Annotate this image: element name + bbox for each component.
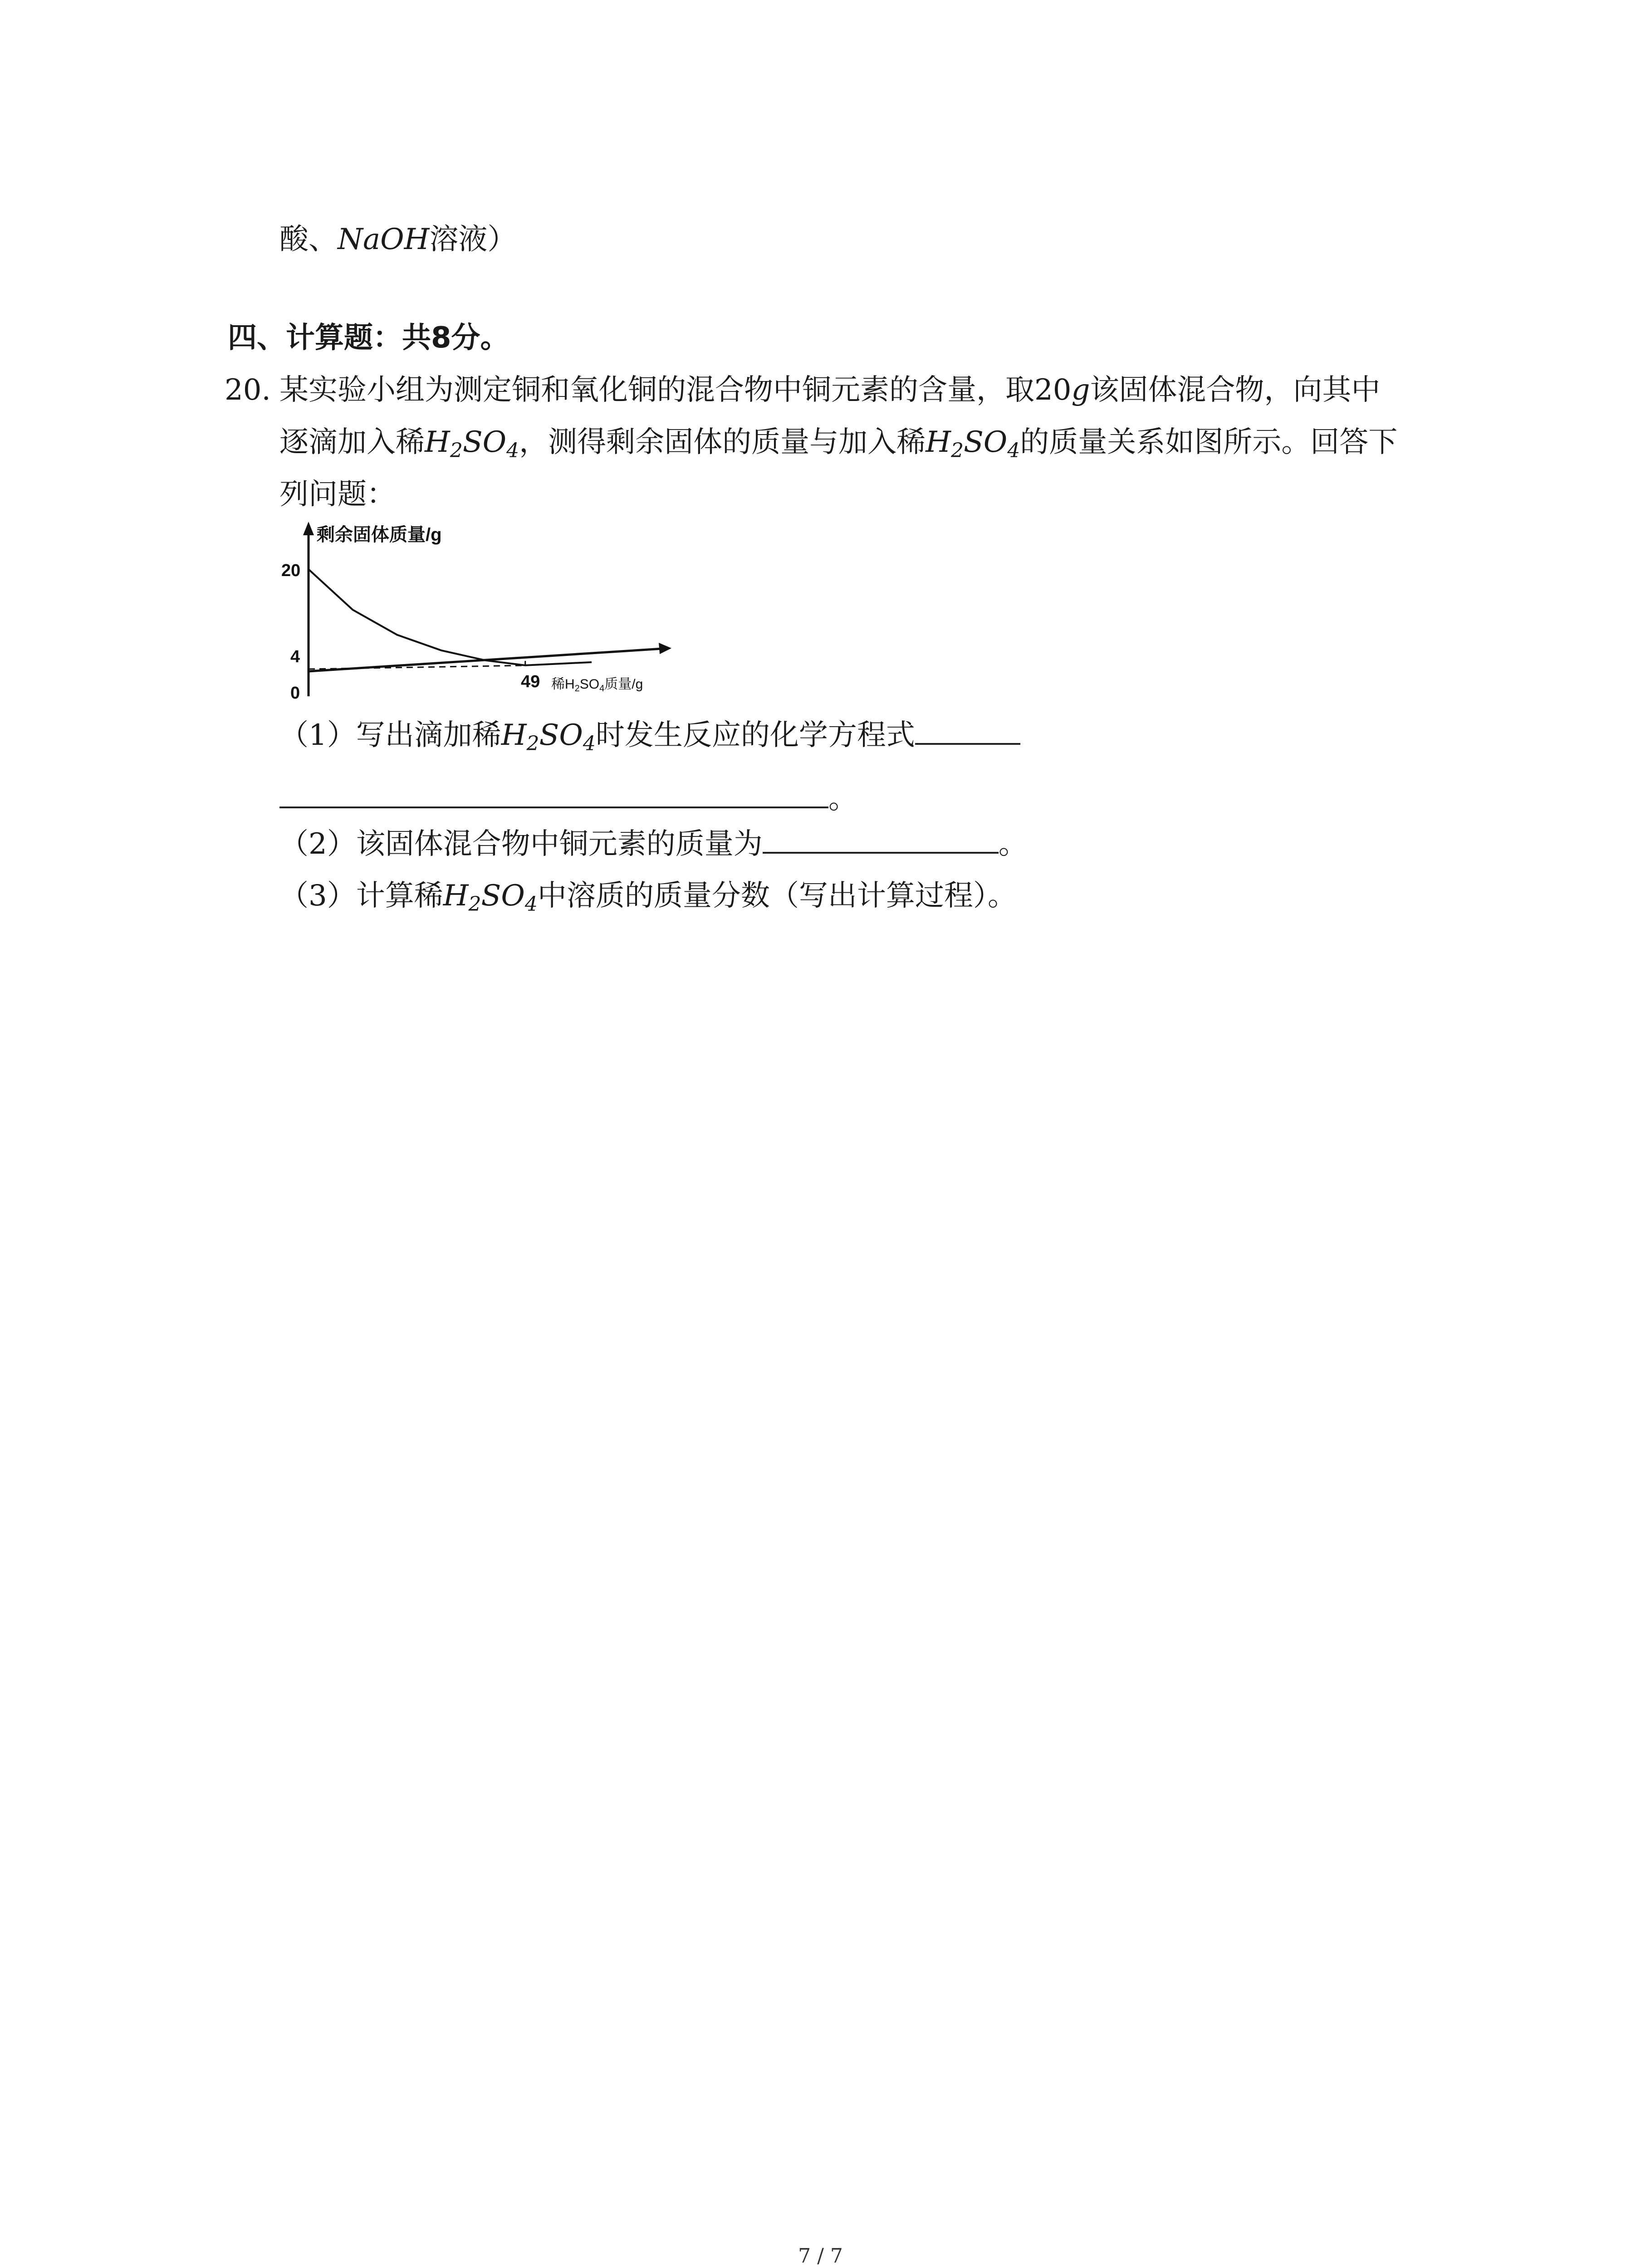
- continuation-line: [279, 221, 516, 258]
- subquestion-3: [279, 878, 1017, 923]
- question-line-1: [279, 372, 1380, 408]
- formula-h2so4: $H_2SO_4$: [425, 425, 519, 462]
- y-axis-label: 剩余固体质量/g: [317, 525, 442, 545]
- answer-blank-1a[interactable]: [915, 716, 1020, 745]
- q-line1-unit: g: [1071, 373, 1090, 407]
- x-axis-arrow: [659, 643, 671, 654]
- q3-text-a: （3）计算稀: [279, 879, 443, 913]
- q-line1-a: 某实验小组为测定铜和氧化铜的混合物中铜元素的含量，取: [279, 373, 1034, 407]
- y-axis-arrow: [303, 522, 314, 535]
- question-line-2: [279, 424, 1397, 469]
- continuation-suffix: 溶液）: [429, 223, 517, 256]
- formula-h2so4: $H_2SO_4$: [443, 879, 538, 916]
- series-line: [309, 569, 592, 665]
- q1-end: 。: [828, 782, 857, 816]
- subquestion-1: [279, 716, 1020, 762]
- q-line1-b: 该固体混合物，向其中: [1090, 373, 1381, 407]
- q2-text: （2）该固体混合物中铜元素的质量为: [279, 827, 763, 861]
- formula-h2so4: $H_2SO_4$: [501, 719, 596, 755]
- q-line2-b: ，测得剩余固体的质量与加入稀: [519, 425, 926, 459]
- q1-text-a: （1）写出滴加稀: [279, 719, 501, 752]
- formula-h2so4: $H_2SO_4$: [926, 425, 1020, 462]
- x-tick-49: 49: [521, 672, 540, 691]
- q2-end: 。: [998, 827, 1028, 861]
- q3-text-b: 中溶质的质量分数（写出计算过程）。: [537, 879, 1017, 913]
- question-line-3: 列问题：: [279, 478, 396, 511]
- subquestion-2: [279, 825, 1028, 862]
- section-heading: 四、计算题：共8分。: [228, 321, 509, 355]
- q-line2-c: 的质量关系如图所示。回答下: [1020, 425, 1398, 459]
- question-number: 20.: [225, 373, 271, 407]
- q1-text-b: 时发生反应的化学方程式: [595, 719, 915, 752]
- continuation-prefix: 酸、: [279, 223, 338, 256]
- y-tick-4: 4: [290, 647, 300, 666]
- answer-blank-2[interactable]: [763, 825, 999, 854]
- mass-chart: [272, 517, 717, 708]
- continuation-chem: NaOH: [338, 223, 430, 256]
- subquestion-1-continued: [279, 779, 857, 817]
- page-number: 7 / 7: [798, 2244, 843, 2268]
- answer-blank-1b[interactable]: [279, 779, 828, 808]
- y-tick-20: 20: [281, 561, 301, 580]
- q-line1-mass: 20: [1034, 373, 1072, 407]
- x-axis-label: 稀$H_2SO_4$质量/g: [551, 677, 643, 694]
- q-line2-a: 逐滴加入稀: [279, 425, 425, 459]
- origin-label: 0: [290, 684, 300, 703]
